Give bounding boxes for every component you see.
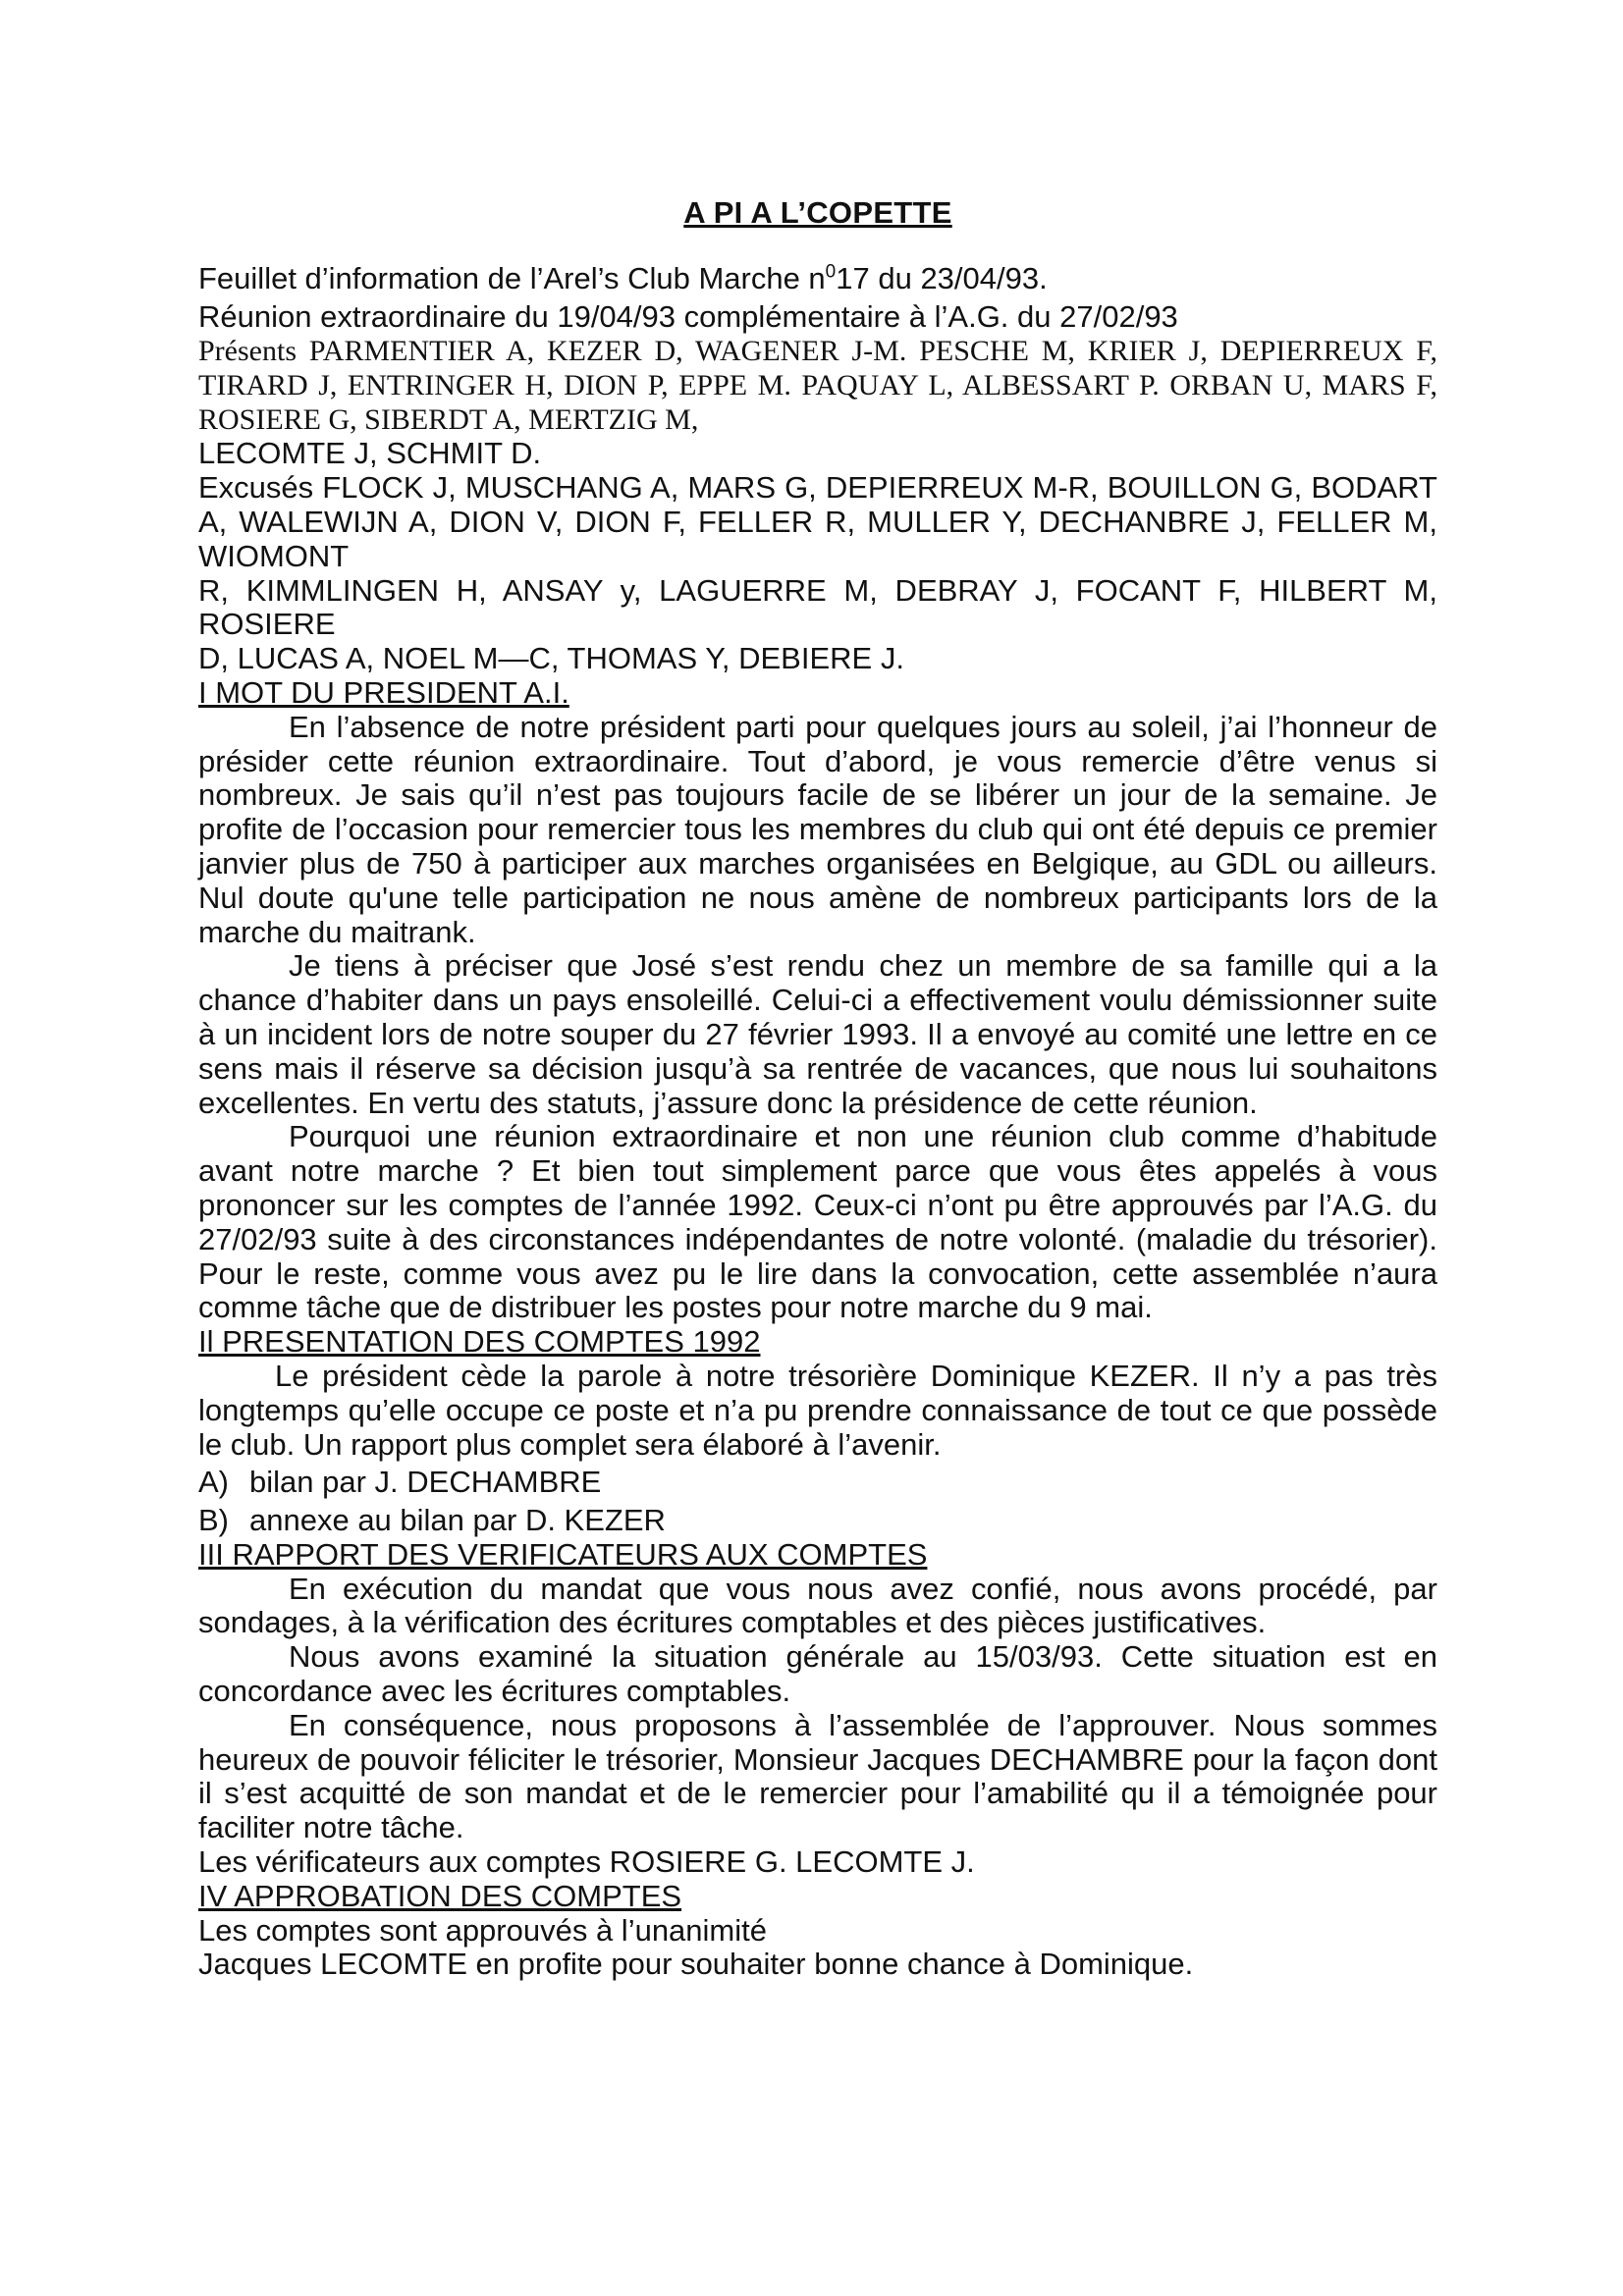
section-2-heading: Il PRESENTATION DES COMPTES 1992 bbox=[198, 1324, 761, 1360]
section-1-paragraph-1: En l’absence de notre président parti pour quelques jours au soleil, j’ai l’honneur de présider cette réunion extraordinaire. Tout d’abord, je vous remercie d’être venus si nombreux. Je sais qu’il n’est pas toujours facile de se libérer un jour de la semaine. Je profite de l’occasion pour remercier tous les membres du club qui ont été depuis ce premier janvier plus de 750 à participer aux marches organisées en Belgique, au GDL ou ailleurs. Nul doute qu'une telle participation ne nous amène de nombreux participants lors de la marche du maitrank. bbox=[198, 709, 1437, 949]
list-item-a bbox=[198, 1466, 1437, 1500]
section-1-paragraph-3: Pourquoi une réunion extraordinaire et non une réunion club comme d’habitude avant notre marche ? Et bien tout simplement parce que vous êtes appelés à vous prononcer sur les comptes de l’année 1992. Ceux-ci n’ont pu être approuvés par l’A.G. du 27/02/93 suite à des circonstances indépendantes de notre volonté. (maladie du trésorier). Pour le reste, comme vous avez pu le lire dans la convocation, cette assemblée n’aura comme tâche que de distribuer les postes pour notre marche du 9 mai. bbox=[198, 1119, 1437, 1325]
section-4-heading: IV APPROBATION DES COMPTES bbox=[198, 1878, 682, 1913]
section-4-line-1: Les comptes sont approuvés à l’unanimité bbox=[198, 1912, 767, 1948]
list-item-a-text: bilan par J. DECHAMBRE bbox=[249, 1465, 602, 1500]
reunion-line: Réunion extraordinaire du 19/04/93 complémentaire à l’A.G. du 27/02/93 bbox=[198, 298, 1178, 334]
excuses-list-3: D, LUCAS A, NOEL M—C, THOMAS Y, DEBIERE J. bbox=[198, 641, 904, 676]
section-3-heading: III RAPPORT DES VERIFICATEURS AUX COMPTES bbox=[198, 1536, 928, 1572]
section-3-paragraph-1: En exécution du mandat que vous nous avez confié, nous avons procédé, par sondages, à la vérification des écritures comptables et des pièces justificatives. bbox=[198, 1571, 1437, 1640]
presents-list: Présents PARMENTIER A, KEZER D, WAGENER J-M. PESCHE M, KRIER J, DEPIERREUX F, TIRARD J, ENTRINGER H, DION P, EPPE M. PAQUAY L, ALBESSART P. ORBAN U, MARS F, ROSIERE G, SIBERDT A, MERTZIG M, bbox=[198, 335, 1437, 437]
section-4-line-2: Jacques LECOMTE en profite pour souhaiter bonne chance à Dominique. bbox=[198, 1947, 1194, 1982]
document-body bbox=[198, 196, 1437, 1982]
excuses-list-1: Excusés FLOCK J, MUSCHANG A, MARS G, DEPIERREUX M-R, BOUILLON G, BODART A, WALEWIJN A, DION V, DION F, FELLER R, MULLER Y, DECHANBRE J, FELLER M, WIOMONT bbox=[198, 470, 1437, 573]
excuses-list-2: R, KIMMLINGEN H, ANSAY y, LAGUERRE M, DEBRAY J, FOCANT F, HILBERT M, ROSIERE bbox=[198, 572, 1437, 642]
presents-list-end: LECOMTE J, SCHMIT D. bbox=[198, 436, 542, 471]
feuillet-suffix: 17 du 23/04/93. bbox=[836, 260, 1048, 295]
feuillet-line bbox=[198, 262, 1437, 296]
section-1-paragraph-2: Je tiens à préciser que José s’est rendu chez un membre de sa famille qui a la chance d’habiter dans un pays ensoleillé. Celui-ci a effectivement voulu démissionner suite à un incident lors de notre souper du 27 février 1993. Il a envoyé au comité une lettre en ce sens mais il réserve sa décision jusqu’à sa rentrée de vacances, que nous lui souhaitons excellentes. En vertu des statuts, j’assure donc la présidence de cette réunion. bbox=[198, 948, 1437, 1120]
list-item-a-marker: A) bbox=[198, 1465, 229, 1500]
section-2-paragraph-1: Le président cède la parole à notre trésorière Dominique KEZER. Il n’y a pas très longtemps qu’elle occupe ce poste et n’a pu prendre connaissance de tout ce que possède le club. Un rapport plus complet sera élaboré à l’avenir. bbox=[198, 1358, 1437, 1462]
section-3-paragraph-2: Nous avons examiné la situation générale au 15/03/93. Cette situation est en concordance avec les écritures comptables. bbox=[198, 1639, 1437, 1709]
section-3-paragraph-3: En conséquence, nous proposons à l’assemblée de l’approuver. Nous sommes heureux de pouvoir féliciter le trésorier, Monsieur Jacques DECHAMBRE pour la façon dont il s’est acquitté de son mandat et de le remercier pour l’amabilité qu il a témoignée pour faciliter notre tâche. bbox=[198, 1707, 1437, 1845]
section-1-heading: I MOT DU PRESIDENT A.I. bbox=[198, 674, 569, 710]
list-item-b bbox=[198, 1504, 1437, 1538]
section-3-signature: Les vérificateurs aux comptes ROSIERE G. LECOMTE J. bbox=[198, 1844, 975, 1880]
list-item-b-text: annexe au bilan par D. KEZER bbox=[249, 1503, 666, 1538]
list-item-b-marker: B) bbox=[198, 1503, 229, 1538]
feuillet-prefix: Feuillet d’information de l’Arel’s Club Marche n bbox=[198, 260, 826, 295]
feuillet-superscript: 0 bbox=[825, 261, 837, 283]
document-title: A PI A L’COPETTE bbox=[683, 195, 952, 230]
